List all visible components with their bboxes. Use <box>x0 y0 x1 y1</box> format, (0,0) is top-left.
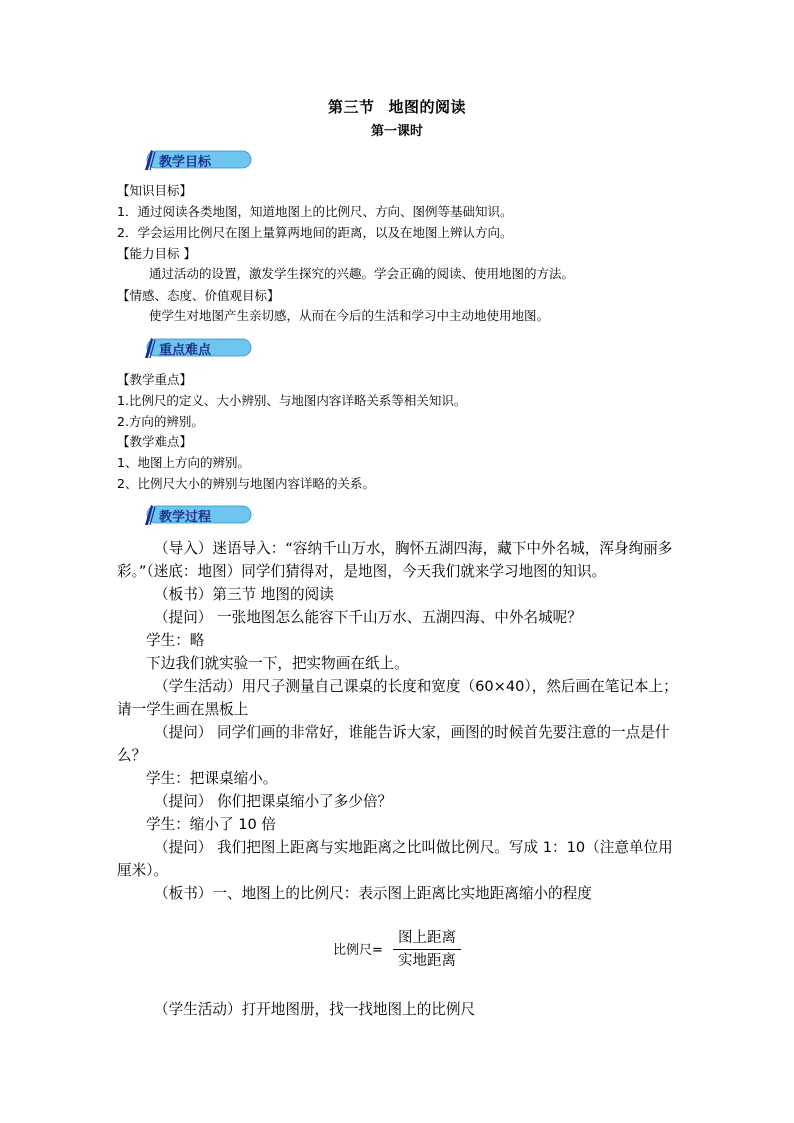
process-paragraph: （板书）一、地图上的比例尺：表示图上距离比实地距离缩小的程度 <box>154 885 592 902</box>
process-paragraph: 学生：把课桌缩小。 <box>146 770 278 787</box>
difficulty-item-2: 2、比例尺大小的辨别与地图内容详略的关系。 <box>117 476 375 491</box>
difficulty-heading: 【教学难点】 <box>117 434 193 449</box>
process-paragraph: （提问） 我们把图上距离与实地距离之比叫做比例尺。写成 1：10（注意单位用厘米）。 <box>117 839 673 879</box>
formula-numerator: 图上距离 <box>398 930 456 946</box>
process-body <box>117 537 680 905</box>
process-body-end <box>117 998 680 1021</box>
process-paragraph: （板书）第三节 地图的阅读 <box>154 586 334 603</box>
process-paragraph: （提问） 一张地图怎么能容下千山万水、五湖四海、中外名城呢？ <box>154 609 582 626</box>
knowledge-heading: 【知识目标】 <box>117 183 193 198</box>
formula-label: 比例尺= <box>333 943 383 958</box>
process-paragraph: （学生活动）打开地图册，找一找地图上的比例尺 <box>154 1001 476 1018</box>
formula-denominator: 实地距离 <box>398 953 456 969</box>
process-paragraph: （导入）迷语导入：“容纳千山万水，胸怀五湖四海，藏下中外名城，浑身绚丽多彩。”（迷底：地图）同学们猜得对，是地图，今天我们就来学习地图的知识。 <box>117 540 673 580</box>
process-paragraph: （提问） 同学们画的非常好，谁能告诉大家，画图的时候首先要注意的一点是什么？ <box>117 724 670 764</box>
emotion-heading: 【情感、态度、价值观目标】 <box>117 288 280 303</box>
difficulty-item-1: 1、地图上方向的辨别。 <box>117 455 250 470</box>
ability-heading: 【能力目标 】 <box>117 246 196 261</box>
badge-label: 重点难点 <box>159 343 212 358</box>
badge-label: 教学目标 <box>159 155 212 170</box>
fraction-bar <box>393 949 461 950</box>
formula-fraction <box>393 929 461 970</box>
focus-item-1: 1.比例尺的定义、大小辨别、与地图内容详略关系等相关知识。 <box>117 393 467 408</box>
ability-text: 通过活动的设置，激发学生探究的兴趣。学会正确的阅读、使用地图的方法。 <box>149 266 575 281</box>
emotion-text: 使学生对地图产生亲切感，从而在今后的生活和学习中主动地使用地图。 <box>149 308 550 323</box>
process-paragraph: （提问） 你们把课桌缩小了多少倍？ <box>154 793 393 810</box>
badge-label: 教学过程 <box>159 510 212 525</box>
focus-heading: 【教学重点】 <box>117 372 193 387</box>
knowledge-item-2: 2．学会运用比例尺在图上量算两地间的距离，以及在地图上辨认方向。 <box>117 225 513 240</box>
page-title: 第三节 地图的阅读 <box>327 98 467 116</box>
process-paragraph: 下边我们就实验一下，把实物画在纸上。 <box>146 655 409 672</box>
focus-item-2: 2.方向的辨别。 <box>117 414 204 429</box>
process-paragraph: （学生活动）用尺子测量自己课桌的长度和宽度（60×40），然后画在笔记本上；请一学生画在黑板上 <box>117 678 678 718</box>
process-paragraph: 学生：缩小了 10 倍 <box>146 816 277 833</box>
process-paragraph: 学生：略 <box>146 632 205 649</box>
knowledge-item-1: 1．通过阅读各类地图，知道地图上的比例尺、方向、图例等基础知识。 <box>117 204 513 219</box>
page-subtitle: 第一课时 <box>370 124 423 139</box>
